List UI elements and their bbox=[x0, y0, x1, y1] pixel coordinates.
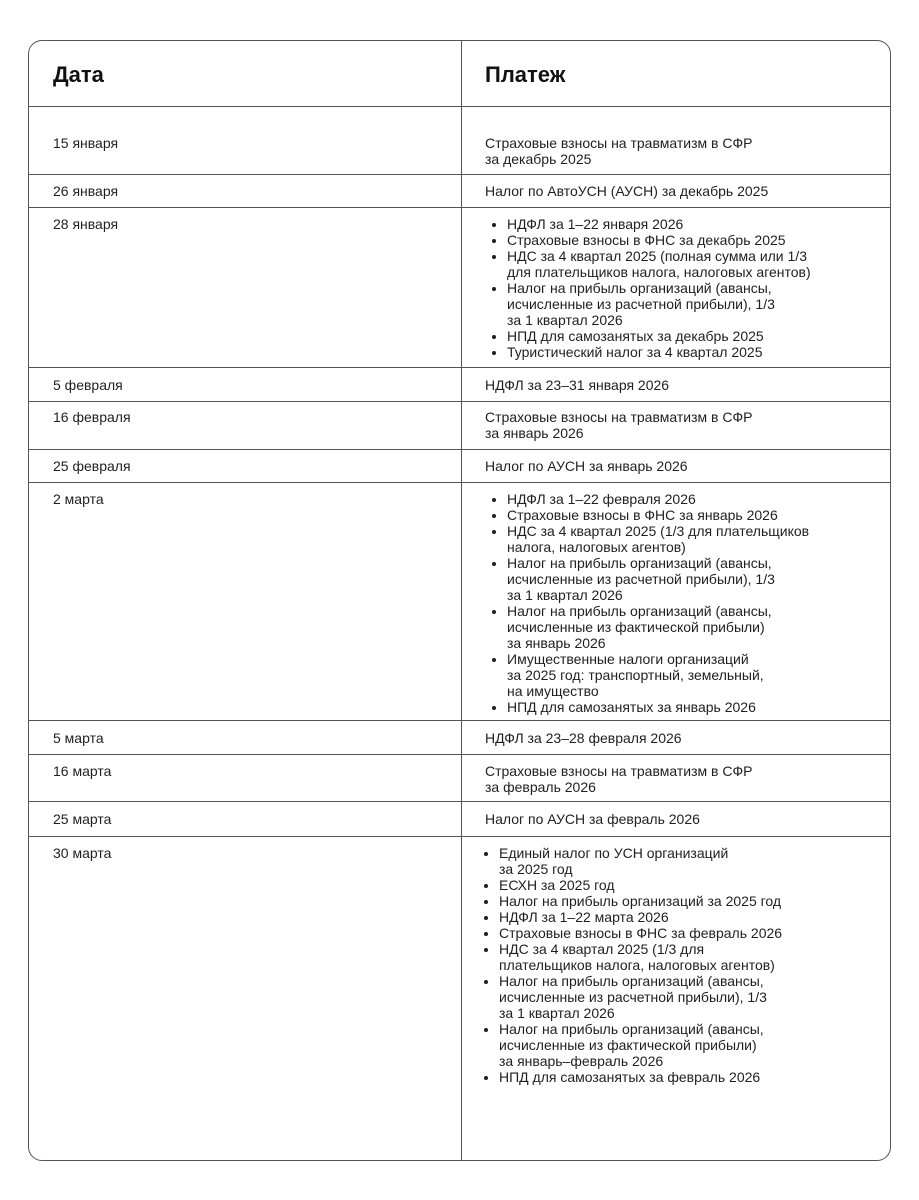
header-date: Дата bbox=[53, 62, 104, 87]
list-item: • НДС за 4 квартал 2025 (1/3 для плательщиков налога, налоговых агентов) bbox=[507, 523, 885, 555]
table-row bbox=[29, 368, 890, 402]
row-payment: Налог по АУСН за февраль 2026 bbox=[485, 811, 700, 827]
row-date: 28 января bbox=[53, 216, 119, 232]
row-date: 16 марта bbox=[53, 763, 112, 779]
row-date: 26 января bbox=[53, 183, 119, 199]
row-date: 2 марта bbox=[53, 491, 104, 507]
row-payment: Страховые взносы на травматизм в СФР за февраль 2026 bbox=[485, 763, 753, 795]
list-item: • НДФЛ за 1–22 февраля 2026 bbox=[507, 491, 885, 507]
list-item: • НДС за 4 квартал 2025 (1/3 для плательщиков налога, налоговых агентов) bbox=[499, 941, 885, 973]
row-payment: Налог по АвтоУСН (АУСН) за декабрь 2025 bbox=[485, 183, 769, 199]
row-payment-list bbox=[485, 216, 885, 360]
row-payment: НДФЛ за 23–31 января 2026 bbox=[485, 377, 670, 393]
list-item: • НДФЛ за 1–22 января 2026 bbox=[507, 216, 885, 232]
row-date: 5 марта bbox=[53, 730, 104, 746]
row-date: 16 февраля bbox=[53, 409, 131, 425]
list-item: • Налог на прибыль организаций (авансы, исчисленные из расчетной прибыли), 1/3 за 1 квартал 2026 bbox=[499, 973, 885, 1021]
list-item: • Налог на прибыль организаций (авансы, исчисленные из фактической прибыли) за январь 2026 bbox=[507, 603, 885, 651]
row-date: 15 января bbox=[53, 135, 119, 151]
list-item: • Налог на прибыль организаций (авансы, исчисленные из расчетной прибыли), 1/3 за 1 квартал 2026 bbox=[507, 555, 885, 603]
row-payment: НДФЛ за 23–28 февраля 2026 bbox=[485, 730, 682, 746]
row-payment: Налог по АУСН за январь 2026 bbox=[485, 458, 688, 474]
table-header-row bbox=[29, 41, 890, 107]
table-row bbox=[29, 483, 890, 721]
list-item: • Страховые взносы в ФНС за декабрь 2025 bbox=[507, 232, 885, 248]
table-row bbox=[29, 402, 890, 450]
table-row bbox=[29, 107, 890, 175]
list-item: • Налог на прибыль организаций (авансы, исчисленные из расчетной прибыли), 1/3 за 1 квартал 2026 bbox=[507, 280, 885, 328]
list-item: • НПД для самозанятых за февраль 2026 bbox=[499, 1069, 885, 1085]
row-payment: Страховые взносы на травматизм в СФР за январь 2026 bbox=[485, 409, 753, 441]
row-date: 30 марта bbox=[53, 845, 112, 861]
list-item: • НДС за 4 квартал 2025 (полная сумма или 1/3 для плательщиков налога, налоговых агентов) bbox=[507, 248, 885, 280]
list-item: • Налог на прибыль организаций (авансы, исчисленные из фактической прибыли) за январь–февраль 2026 bbox=[499, 1021, 885, 1069]
list-item: • Налог на прибыль организаций за 2025 год bbox=[499, 893, 885, 909]
list-item: • Туристический налог за 4 квартал 2025 bbox=[507, 344, 885, 360]
row-payment-list bbox=[485, 845, 885, 1085]
header-payment: Платеж bbox=[485, 62, 566, 87]
row-date: 25 марта bbox=[53, 811, 112, 827]
row-date: 25 февраля bbox=[53, 458, 131, 474]
list-item: • Единый налог по УСН организаций за 2025 год bbox=[499, 845, 885, 877]
list-item: • Имущественные налоги организаций за 2025 год: транспортный, земельный, на имущество bbox=[507, 651, 885, 699]
row-date: 5 февраля bbox=[53, 377, 123, 393]
table-row bbox=[29, 175, 890, 208]
list-item: • Страховые взносы в ФНС за январь 2026 bbox=[507, 507, 885, 523]
payment-calendar-table bbox=[28, 40, 891, 1161]
table-row bbox=[29, 208, 890, 368]
row-payment-list bbox=[485, 491, 885, 715]
row-payment: Страховые взносы на травматизм в СФР за декабрь 2025 bbox=[485, 135, 753, 167]
list-item: • НПД для самозанятых за декабрь 2025 bbox=[507, 328, 885, 344]
list-item: • НПД для самозанятых за январь 2026 bbox=[507, 699, 885, 715]
list-item: • НДФЛ за 1–22 марта 2026 bbox=[499, 909, 885, 925]
list-item: • Страховые взносы в ФНС за февраль 2026 bbox=[499, 925, 885, 941]
table-row bbox=[29, 837, 890, 1161]
table-row bbox=[29, 755, 890, 802]
list-item: • ЕСХН за 2025 год bbox=[499, 877, 885, 893]
table-row bbox=[29, 450, 890, 483]
table-row bbox=[29, 802, 890, 837]
table-row bbox=[29, 721, 890, 755]
